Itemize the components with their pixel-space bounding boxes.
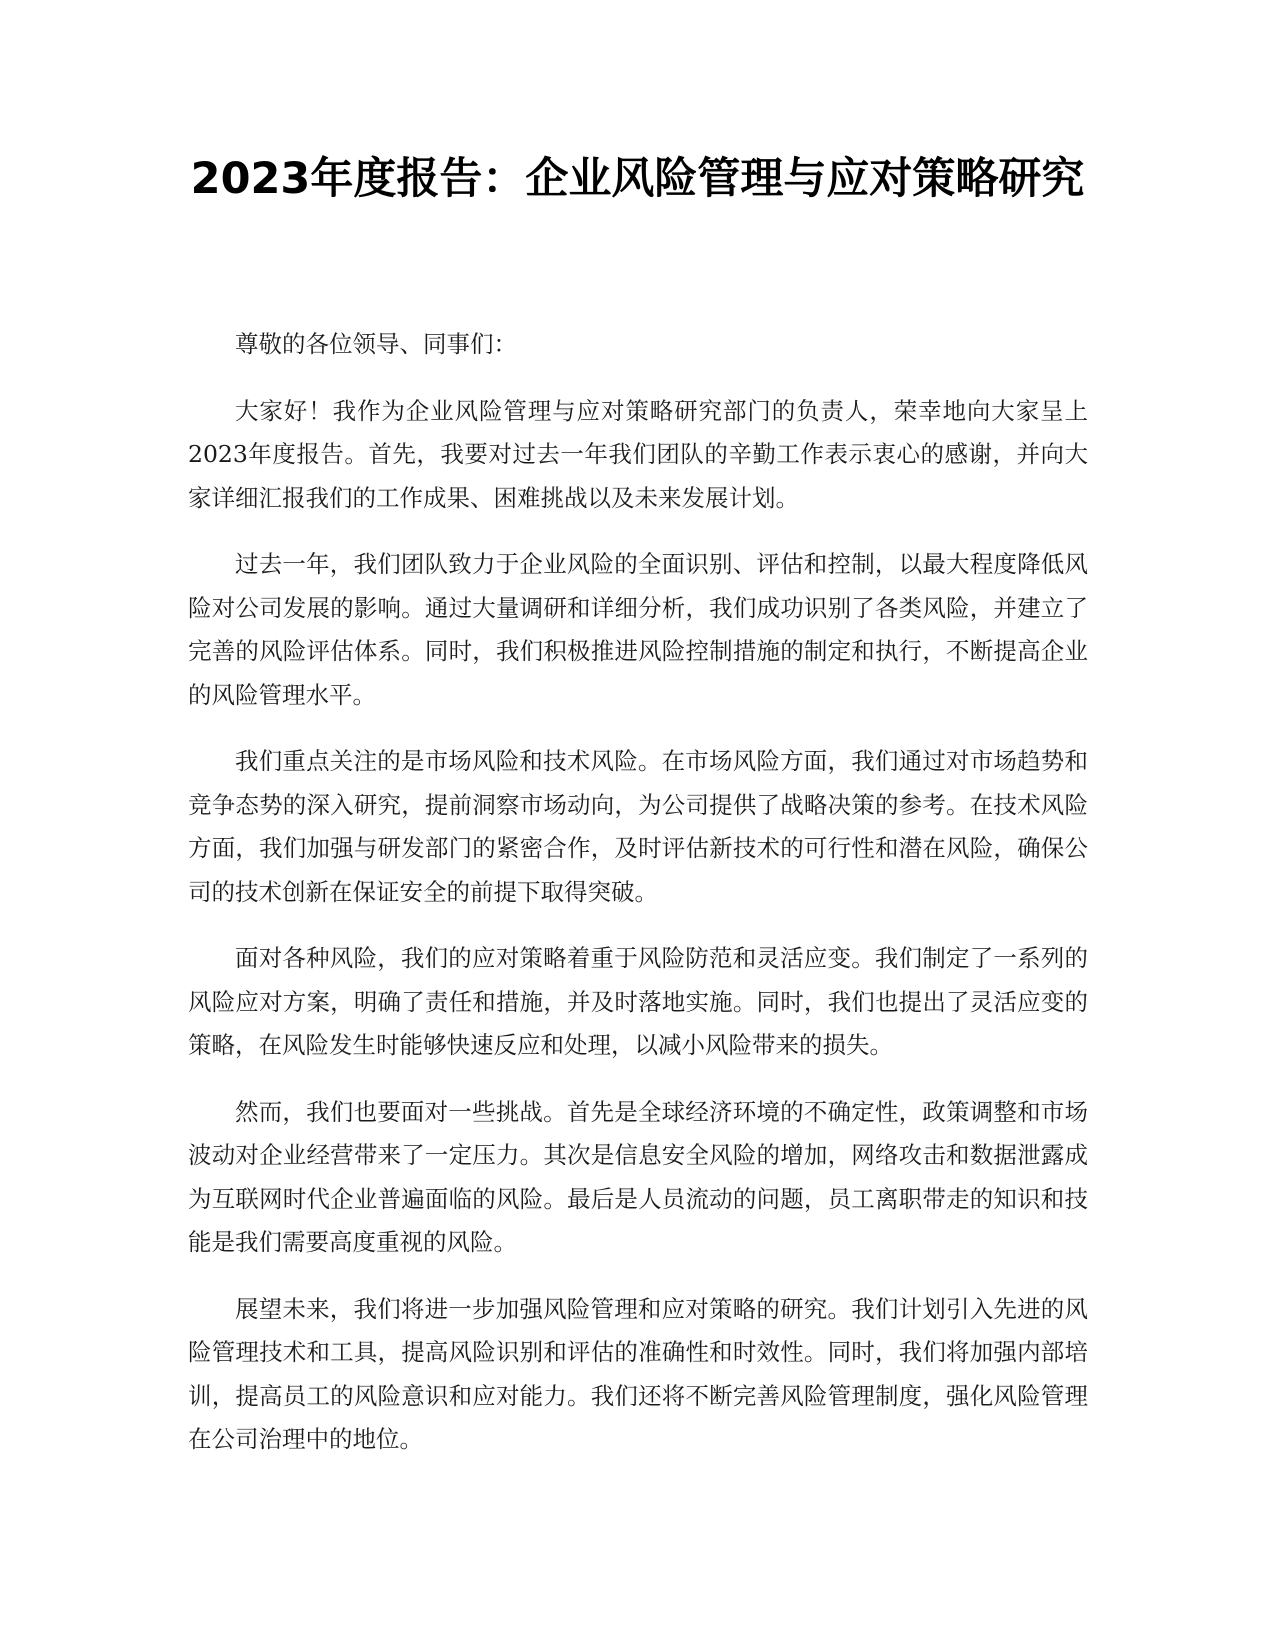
strategy-paragraph: 面对各种风险，我们的应对策略着重于风险防范和灵活应变。我们制定了一系列的风险应对方案，明确了责任和措施，并及时落地实施。同时，我们也提出了灵活应变的策略，在风险发生时能够快速反应和处理，以减小风险带来的损失。 bbox=[188, 944, 1088, 1059]
intro-paragraph: 大家好！我作为企业风险管理与应对策略研究部门的负责人，荣幸地向大家呈上2023年度报告。首先，我要对过去一年我们团队的辛勤工作表示衷心的感谢，并向大家详细汇报我们的工作成果、困难挑战以及未来发展计划。 bbox=[188, 396, 1088, 512]
salutation-paragraph: 尊敬的各位领导、同事们： bbox=[235, 330, 517, 358]
document-body bbox=[188, 323, 1088, 1485]
challenges-paragraph: 然而，我们也要面对一些挑战。首先是全球经济环境的不确定性，政策调整和市场波动对企业经营带来了一定压力。其次是信息安全风险的增加，网络攻击和数据泄露成为互联网时代企业普遍面临的风险。最后是人员流动的问题，员工离职带走的知识和技能是我们需要高度重视的风险。 bbox=[188, 1097, 1088, 1256]
focus-risks-paragraph: 我们重点关注的是市场风险和技术风险。在市场风险方面，我们通过对市场趋势和竞争态势的深入研究，提前洞察市场动向，为公司提供了战略决策的参考。在技术风险方面，我们加强与研发部门的紧密合作，及时评估新技术的可行性和潜在风险，确保公司的技术创新在保证安全的前提下取得突破。 bbox=[188, 747, 1088, 906]
document-title: 2023年度报告：企业风险管理与应对策略研究 bbox=[190, 154, 1085, 204]
achievements-paragraph: 过去一年，我们团队致力于企业风险的全面识别、评估和控制，以最大程度降低风险对公司发展的影响。通过大量调研和详细分析，我们成功识别了各类风险，并建立了完善的风险评估体系。同时，我们积极推进风险控制措施的制定和执行，不断提高企业的风险管理水平。 bbox=[188, 550, 1088, 709]
outlook-paragraph: 展望未来，我们将进一步加强风险管理和应对策略的研究。我们计划引入先进的风险管理技术和工具，提高风险识别和评估的准确性和时效性。同时，我们将加强内部培训，提高员工的风险意识和应对能力。我们还将不断完善风险管理制度，强化风险管理在公司治理中的地位。 bbox=[188, 1294, 1088, 1453]
